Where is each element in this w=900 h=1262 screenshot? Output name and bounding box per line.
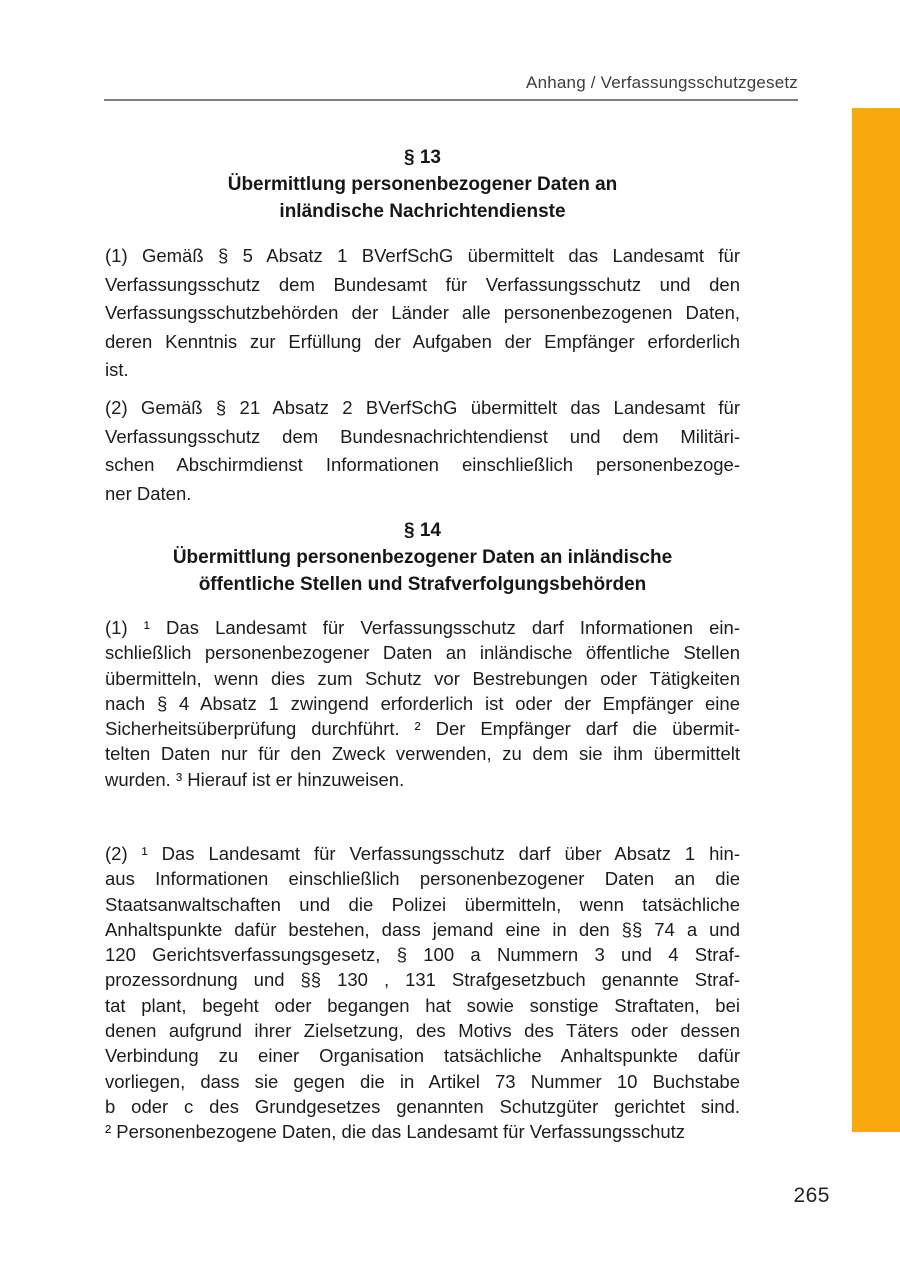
text-line: vorliegen, dass sie gegen die in Artikel 73 Nummer 10 Buchstabe — [105, 1070, 740, 1092]
text-line: (2) Gemäß § 21 Absatz 2 BVerfSchG übermittelt das Landesamt für — [105, 397, 740, 418]
text-line: Verfassungsschutz dem Bundesnachrichtendienst und dem Militäri- — [105, 425, 740, 447]
section-number: § 14 — [404, 520, 441, 541]
text-line: Anhaltspunkte dafür bestehen, dass jemand eine in den §§ 74 a und — [105, 918, 740, 940]
text-line: Verbindung zu einer Organisation tatsächliche Anhaltspunkte dafür — [105, 1045, 740, 1067]
text-line: denen aufgrund ihrer Zielsetzung, des Motivs des Täters oder dessen — [105, 1020, 740, 1042]
running-header: Anhang / Verfassungsschutzgesetz — [104, 73, 798, 101]
text-line: nach § 4 Absatz 1 zwingend erforderlich ist oder der Empfänger eine — [105, 692, 740, 714]
section-13-heading — [105, 144, 740, 225]
page-number: 265 — [793, 1184, 830, 1207]
section-14-heading — [105, 517, 740, 598]
paragraph-s13-abs2 — [105, 394, 740, 508]
text-line: (2) ¹ Das Landesamt für Verfassungsschutz darf über Absatz 1 hin- — [105, 843, 740, 864]
section-title-line: öffentliche Stellen und Strafverfolgungsbehörden — [198, 574, 647, 595]
text-line: aus Informationen einschließlich personenbezogener Daten an die — [105, 868, 740, 890]
paragraph-s14-abs2 — [105, 841, 740, 1145]
text-line: Verfassungsschutzbehörden der Länder alle personenbezogenen Daten, — [105, 302, 740, 323]
text-line: telten Daten nur für den Zweck verwenden, zu dem sie ihm übermittelt — [105, 743, 740, 765]
paragraph-s13-abs1 — [105, 242, 740, 385]
accent-bar — [852, 108, 900, 1132]
text-line: Sicherheitsüberprüfung durchführt. ² Der Empfänger darf die übermit- — [105, 718, 740, 740]
text-line: (1) Gemäß § 5 Absatz 1 BVerfSchG übermittelt das Landesamt für — [105, 245, 740, 266]
text-line: deren Kenntnis zur Erfüllung der Aufgaben der Empfänger erforderlich — [105, 330, 740, 352]
text-line: Verfassungsschutz dem Bundesamt für Verfassungsschutz und den — [105, 273, 740, 295]
text-line: tat plant, begeht oder begangen hat sowie sonstige Straftaten, bei — [105, 994, 740, 1016]
text-line: ist. — [105, 359, 129, 380]
text-line: schließlich personenbezogener Daten an inländische öffentliche Stellen — [105, 642, 740, 664]
paragraph-s14-abs1 — [105, 615, 740, 792]
section-title-line: Übermittlung personenbezogener Daten an — [227, 174, 618, 195]
text-line: (1) ¹ Das Landesamt für Verfassungsschutz darf Informationen ein- — [105, 617, 740, 638]
text-line: wurden. ³ Hierauf ist er hinzuweisen. — [105, 768, 405, 790]
section-title-line: Übermittlung personenbezogener Daten an inländische — [172, 547, 673, 568]
section-title-line: inländische Nachrichtendienste — [279, 201, 566, 222]
text-line: prozessordnung und §§ 130 , 131 Strafgesetzbuch genannte Straf- — [105, 969, 740, 991]
section-number: § 13 — [404, 147, 441, 168]
text-line: ² Personenbezogene Daten, die das Landesamt für Verfassungsschutz — [105, 1121, 686, 1143]
text-line: 120 Gerichtsverfassungsgesetz, § 100 a Nummern 3 und 4 Straf- — [105, 944, 740, 966]
text-line: übermitteln, wenn dies zum Schutz vor Bestrebungen oder Tätigkeiten — [105, 667, 740, 689]
text-line: schen Abschirmdienst Informationen einschließlich personenbezoge- — [105, 454, 740, 475]
text-line: Staatsanwaltschaften und die Polizei übermitteln, wenn tatsächliche — [105, 893, 740, 915]
text-line: b oder c des Grundgesetzes genannten Schutzgüter gerichtet sind. — [105, 1095, 740, 1117]
text-line: ner Daten. — [105, 482, 192, 504]
